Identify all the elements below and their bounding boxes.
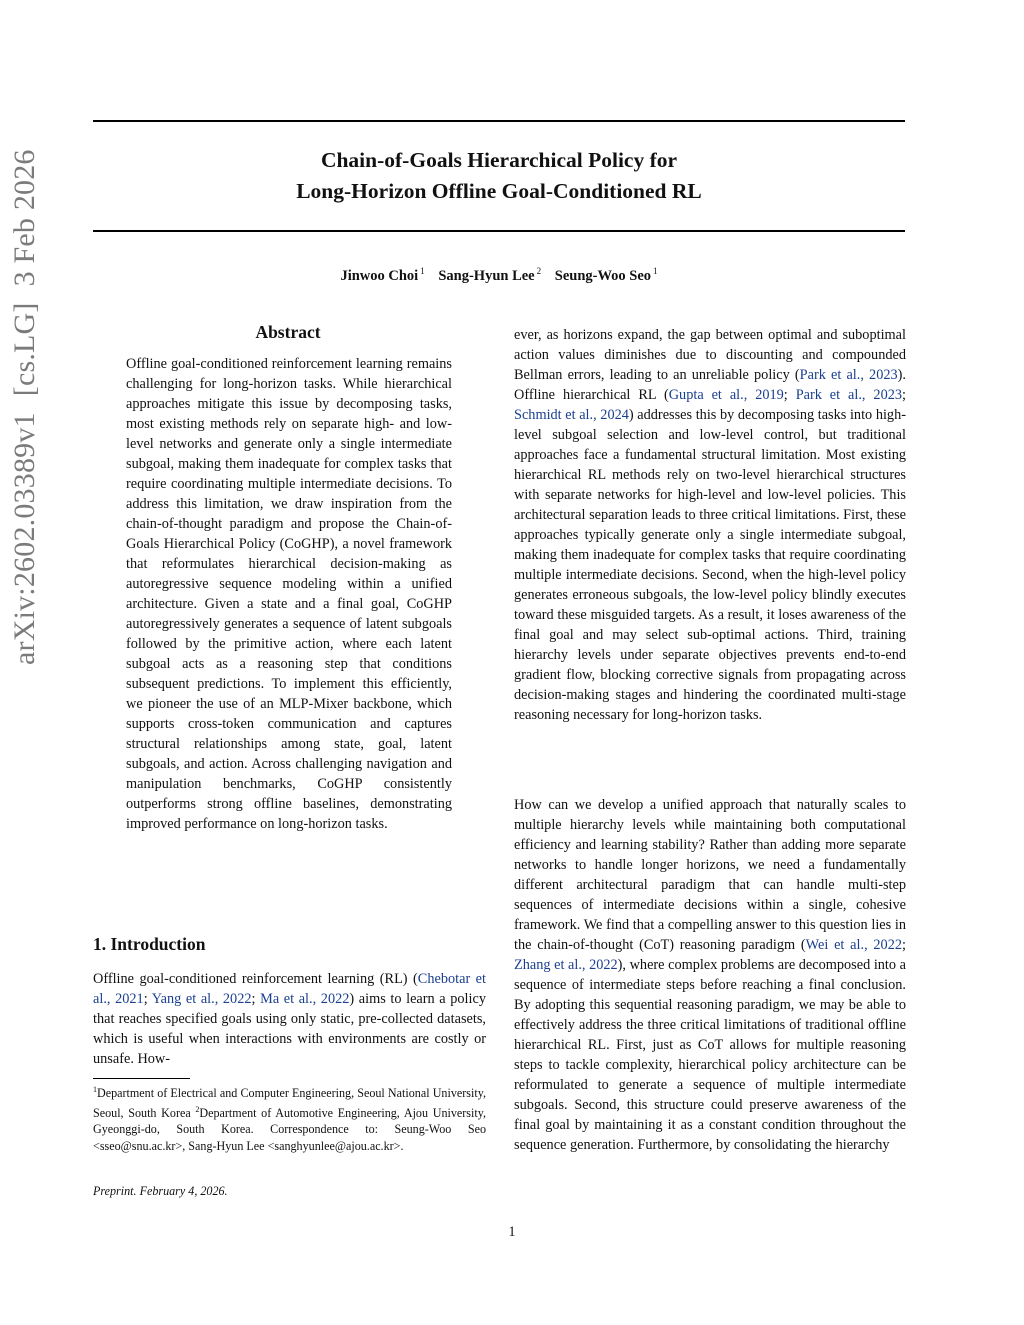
section-heading-introduction: 1. Introduction bbox=[93, 934, 206, 954]
arxiv-id: arXiv:2602.03389v1 bbox=[8, 412, 41, 665]
citation-link[interactable]: Wei et al., 2022 bbox=[805, 937, 902, 953]
affiliations-footnote: $^1$Department of Electrical and Computer Engineering, Seoul National University, Seoul, South Korea $^2$Department of Automotive Engineering, Ajou University, Gyeonggi-do, South Korea. Correspondence to: Seung-Woo Seo <sseo@snu.ac.kr>, Sang-Hyun Lee <sanghyunlee@ajou.ac.kr>. bbox=[93, 1085, 486, 1153]
arxiv-date: 3 Feb 2026 bbox=[8, 149, 41, 287]
preprint-note: Preprint. February 4, 2026. bbox=[93, 1184, 228, 1198]
top-rule bbox=[93, 120, 905, 122]
author: Sang-Hyun Lee $^2$ bbox=[438, 266, 542, 284]
citation-link[interactable]: Gupta et al., 2019 bbox=[668, 387, 784, 403]
right-column-paragraph-2: How can we develop a unified approach that naturally scales to multiple hierarchy levels while maintaining both computational efficiency and learning stability? Rather than adding more separate networks to handle longer horizons, we need a fundamentally different architectural paradigm that can handle multi-step sequences of intermediate decisions within a single, cohesive framework. We find that a compelling answer to this question lies in the chain-of-thought (CoT) reasoning paradigm (Wei et al., 2022; Zhang et al., 2022), where complex problems are decomposed into a sequence of intermediate steps before reaching a final conclusion. By adopting this sequential reasoning paradigm, we may be able to effectively address the three critical limitations of traditional offline hierarchical RL. First, just as CoT allows for multiple reasoning steps to tackle complexity, hierarchical policy architecture can be reformulated to generate a sequence of multiple intermediate subgoals. Second, this structure could preserve awareness of the final goal by maintaining it as a constant condition throughout the sequence generation. Furthermore, by consolidating the hierarchy bbox=[514, 797, 906, 1153]
citation-link[interactable]: Yang et al., 2022 bbox=[151, 991, 252, 1007]
title-line-2: Long-Horizon Offline Goal-Conditioned RL bbox=[296, 179, 702, 203]
title-bottom-rule bbox=[93, 230, 905, 232]
author: Jinwoo Choi $^1$ bbox=[340, 266, 425, 284]
title-line-1: Chain-of-Goals Hierarchical Policy for bbox=[320, 148, 678, 172]
abstract-text: Offline goal-conditioned reinforcement learning remains challenging for long-horizon tasks. While hierarchical approaches mitigate this issue by decomposing tasks, most existing methods rely on separate high- and low-level networks and generate only a single intermediate subgoal, making them inadequate for complex tasks that require coordinating multiple intermediate decisions. To address this limitation, we draw inspiration from the chain-of-thought paradigm and propose the Chain-of-Goals Hierarchical Policy (CoGHP), a novel framework that reformulates hierarchical decision-making as autoregressive sequence modeling within a unified architecture. Given a state and a final goal, CoGHP autoregressively generates a sequence of latent subgoals followed by the primitive action, where each latent subgoal acts as a reasoning step that conditions subsequent predictions. To implement this efficiently, we pioneer the use of an MLP-Mixer backbone, which supports cross-token communication and captures structural relationships among state, goal, latent subgoals, and action. Across challenging navigation and manipulation benchmarks, CoGHP consistently outperforms strong offline baselines, demonstrating improved performance on long-horizon tasks. bbox=[126, 356, 452, 832]
citation-link[interactable]: Park et al., 2023 bbox=[795, 387, 903, 403]
intro-paragraph: Offline goal-conditioned reinforcement learning (RL) (Chebotar et al., 2021; Yang et al., 2022; Ma et al., 2022) aims to learn a policy that reaches specified goals using only static, pre-collected datasets, which is useful when interactions with environments are costly or unsafe. How- bbox=[93, 971, 486, 1067]
arxiv-watermark bbox=[8, 85, 42, 665]
citation-link[interactable]: Chebotar et al., 2021 bbox=[93, 971, 486, 1007]
author-list bbox=[93, 266, 905, 285]
author: Seung-Woo Seo $^1$ bbox=[554, 266, 658, 284]
abstract-heading: Abstract bbox=[255, 322, 321, 342]
abstract-body bbox=[126, 354, 452, 834]
citation-link[interactable]: Park et al., 2023 bbox=[799, 367, 898, 383]
arxiv-category: [cs.LG] bbox=[8, 302, 41, 397]
paper-title bbox=[93, 145, 905, 207]
citation-link[interactable]: Schmidt et al., 2024 bbox=[514, 407, 629, 423]
citation-link[interactable]: Zhang et al., 2022 bbox=[514, 957, 618, 973]
citation-link[interactable]: Ma et al., 2022 bbox=[260, 991, 350, 1007]
footnote-rule bbox=[93, 1078, 190, 1079]
page-number: 1 bbox=[508, 1224, 516, 1240]
right-column-paragraph-1: ever, as horizons expand, the gap between optimal and suboptimal action values diminishes due to discounting and compounded Bellman errors, leading to an unreliable policy (Park et al., 2023). Offline hierarchical RL (Gupta et al., 2019; Park et al., 2023; Schmidt et al., 2024) addresses this by decomposing tasks into high-level subgoal selection and low-level control, but traditional approaches face a fundamental structural limitation. Most existing hierarchical RL methods rely on two-level hierarchical structures with separate networks for high-level and low-level policies. This architectural separation leads to three critical limitations. First, these approaches typically generate only a single intermediate subgoal, making them inadequate for complex tasks that require coordinating multiple intermediate decisions. Second, when the high-level policy generates erroneous subgoals, the low-level policy blindly executes toward these misguided targets. As a result, it loses awareness of the final goal and may select sub-optimal actions. Third, training hierarchy levels under separate objectives prevents end-to-end gradient flow, blocking corrective signals from propagating across decision-making stages and hindering the coordinated multi-stage reasoning necessary for long-horizon tasks. bbox=[514, 327, 906, 723]
